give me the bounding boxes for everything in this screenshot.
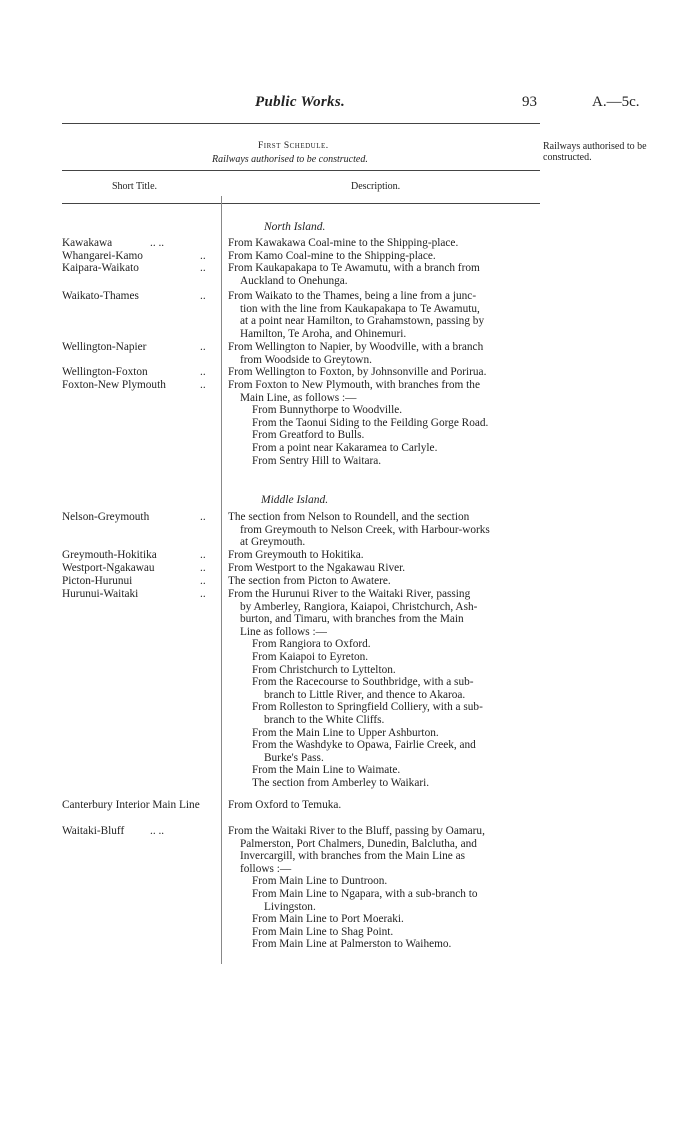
entry-short-title: Wellington-Napier (62, 341, 147, 353)
description-line: Palmerston, Port Chalmers, Dunedin, Balclutha, and (240, 837, 477, 850)
description-line: From Greatford to Bulls. (252, 429, 365, 442)
description-line: From the Main Line to Upper Ashburton. (252, 726, 439, 739)
description-line: From Main Line to Port Moeraki. (252, 913, 404, 926)
description-line: from Greymouth to Nelson Creek, with Harbour-works (240, 523, 490, 536)
description-line: at a point near Hamilton, to Grahamstown, passing by (240, 315, 485, 328)
entry-short-title: Kaipara-Waikato (62, 262, 139, 274)
entry-description (228, 290, 544, 340)
description-line: tion with the line from Kaukapakapa to Te Awamutu, (240, 302, 480, 315)
description-line: From Kaukapakapa to Te Awamutu, with a branch from (228, 262, 480, 274)
entry-short-title: Picton-Hurunui (62, 575, 133, 587)
entry-description (228, 799, 544, 812)
description-line: From the Washdyke to Opawa, Fairlie Creek, and (252, 739, 476, 752)
description-line: burton, and Timaru, with branches from the Main (240, 613, 464, 626)
description-line: From the Hurunui River to the Waitaki River, passing (228, 588, 471, 600)
leader-dots: .. (200, 341, 206, 353)
leader-dots: .. .. (150, 237, 165, 249)
section-heading-middle-island: Middle Island. (261, 494, 329, 506)
entry-description (228, 379, 544, 467)
description-line: at Greymouth. (240, 536, 306, 549)
description-line: From Wellington to Foxton, by Johnsonville and Porirua. (228, 366, 487, 378)
description-line: Invercargill, with branches from the Main Line as (240, 850, 466, 863)
entry-description (228, 588, 544, 790)
entry-description (228, 549, 544, 562)
entry-description (228, 511, 544, 549)
entry-short-title: Greymouth-Hokitika (62, 549, 157, 561)
description-line: From Greymouth to Hokitika. (228, 549, 364, 561)
description-line: Auckland to Onehunga. (240, 274, 348, 287)
section-heading-north-island: North Island. (264, 221, 326, 233)
margin-note: Railways authorised to be constructed. (543, 141, 647, 163)
leader-dots: .. (200, 379, 206, 391)
description-line: From Foxton to New Plymouth, with branches from the (228, 379, 480, 391)
entry-short-title: Hurunui-Waitaki (62, 588, 139, 600)
page-number: 93 (522, 94, 537, 110)
entry-description (228, 250, 544, 263)
description-line: From Kawakawa Coal-mine to the Shipping-place. (228, 237, 459, 249)
schedule-subtitle: Railways authorised to be constructed. (212, 154, 368, 165)
schedule-title: First Schedule. (258, 141, 329, 151)
leader-dots: .. (200, 562, 206, 574)
entry-description (228, 575, 544, 588)
description-line: From Main Line at Palmerston to Waihemo. (252, 938, 452, 951)
description-line: From Rolleston to Springfield Colliery, with a sub- (252, 701, 483, 714)
description-line: From Main Line to Shag Point. (252, 925, 394, 938)
description-line: From Bunnythorpe to Woodville. (252, 404, 403, 417)
entry-short-title: Waikato-Thames (62, 290, 139, 302)
description-line: branch to Little River, and thence to Akaroa. (264, 688, 466, 701)
description-line: From the Taonui Siding to the Feilding Gorge Road. (252, 416, 489, 429)
entry-short-title: Canterbury Interior Main Line (62, 799, 200, 811)
leader-dots: .. .. (150, 825, 165, 837)
description-line: From the Racecourse to Southbridge, with a sub- (252, 676, 474, 689)
leader-dots: .. (200, 549, 206, 561)
leader-dots: .. (200, 575, 206, 587)
entry-short-title: Kawakawa (62, 237, 113, 249)
column-header-description: Description. (351, 181, 401, 192)
entry-short-title: Foxton-New Plymouth (62, 379, 166, 391)
description-line: Main Line, as follows :— (240, 391, 357, 404)
description-line: From Kaiapoi to Eyreton. (252, 650, 369, 663)
entry-description (228, 341, 544, 366)
document-reference: A.—5c. (592, 94, 640, 110)
entry-short-title: Nelson-Greymouth (62, 511, 150, 523)
description-line: From Westport to the Ngakawau River. (228, 562, 406, 574)
description-line: From a point near Kakaramea to Carlyle. (252, 441, 438, 454)
description-line: From Main Line to Duntroon. (252, 875, 388, 888)
leader-dots: .. (200, 250, 206, 262)
description-line: Livingston. (264, 900, 316, 913)
description-line: Line as follows :— (240, 625, 327, 638)
leader-dots: .. (200, 366, 206, 378)
entry-description (228, 825, 544, 951)
description-line: The section from Nelson to Roundell, and the section (228, 511, 470, 523)
description-line: From Sentry Hill to Waitara. (252, 454, 382, 467)
description-line: from Woodside to Greytown. (240, 353, 372, 366)
entry-description (228, 262, 544, 287)
description-line: Hamilton, Te Aroha, and Ohinemuri. (240, 327, 407, 340)
entry-short-title: Waitaki-Bluff (62, 825, 125, 837)
table-top-rule (62, 170, 540, 171)
leader-dots: .. (200, 511, 206, 523)
description-line: From Kamo Coal-mine to the Shipping-place. (228, 250, 436, 262)
description-line: From the Waitaki River to the Bluff, passing by Oamaru, (228, 825, 485, 837)
header-rule (62, 123, 540, 124)
description-line: From Rangiora to Oxford. (252, 638, 371, 651)
leader-dots: .. (200, 588, 206, 600)
entry-short-title: Whangarei-Kamo (62, 250, 143, 262)
description-line: From the Main Line to Waimate. (252, 764, 401, 777)
entry-short-title: Westport-Ngakawau (62, 562, 155, 574)
column-header-short-title: Short Title. (112, 181, 158, 192)
entry-description (228, 562, 544, 575)
description-line: From Main Line to Ngapara, with a sub-branch to (252, 887, 478, 900)
description-line: follows :— (240, 862, 292, 875)
description-line: From Oxford to Temuka. (228, 799, 342, 811)
description-line: From Wellington to Napier, by Woodville, with a branch (228, 341, 484, 353)
entry-description (228, 366, 544, 379)
description-line: Burke's Pass. (264, 751, 324, 764)
leader-dots: .. (200, 262, 206, 274)
description-line: From Waikato to the Thames, being a line from a junc- (228, 290, 477, 302)
column-header-rule (62, 203, 540, 204)
entry-short-title: Wellington-Foxton (62, 366, 148, 378)
description-line: From Christchurch to Lyttelton. (252, 663, 396, 676)
leader-dots: .. (200, 290, 206, 302)
description-line: The section from Amberley to Waikari. (252, 776, 430, 789)
description-line: The section from Picton to Awatere. (228, 575, 391, 587)
running-header-title: Public Works. (255, 94, 346, 110)
description-line: branch to the White Cliffs. (264, 713, 385, 726)
description-line: by Amberley, Rangiora, Kaiapoi, Christchurch, Ash- (240, 600, 478, 613)
entry-description (228, 237, 544, 250)
